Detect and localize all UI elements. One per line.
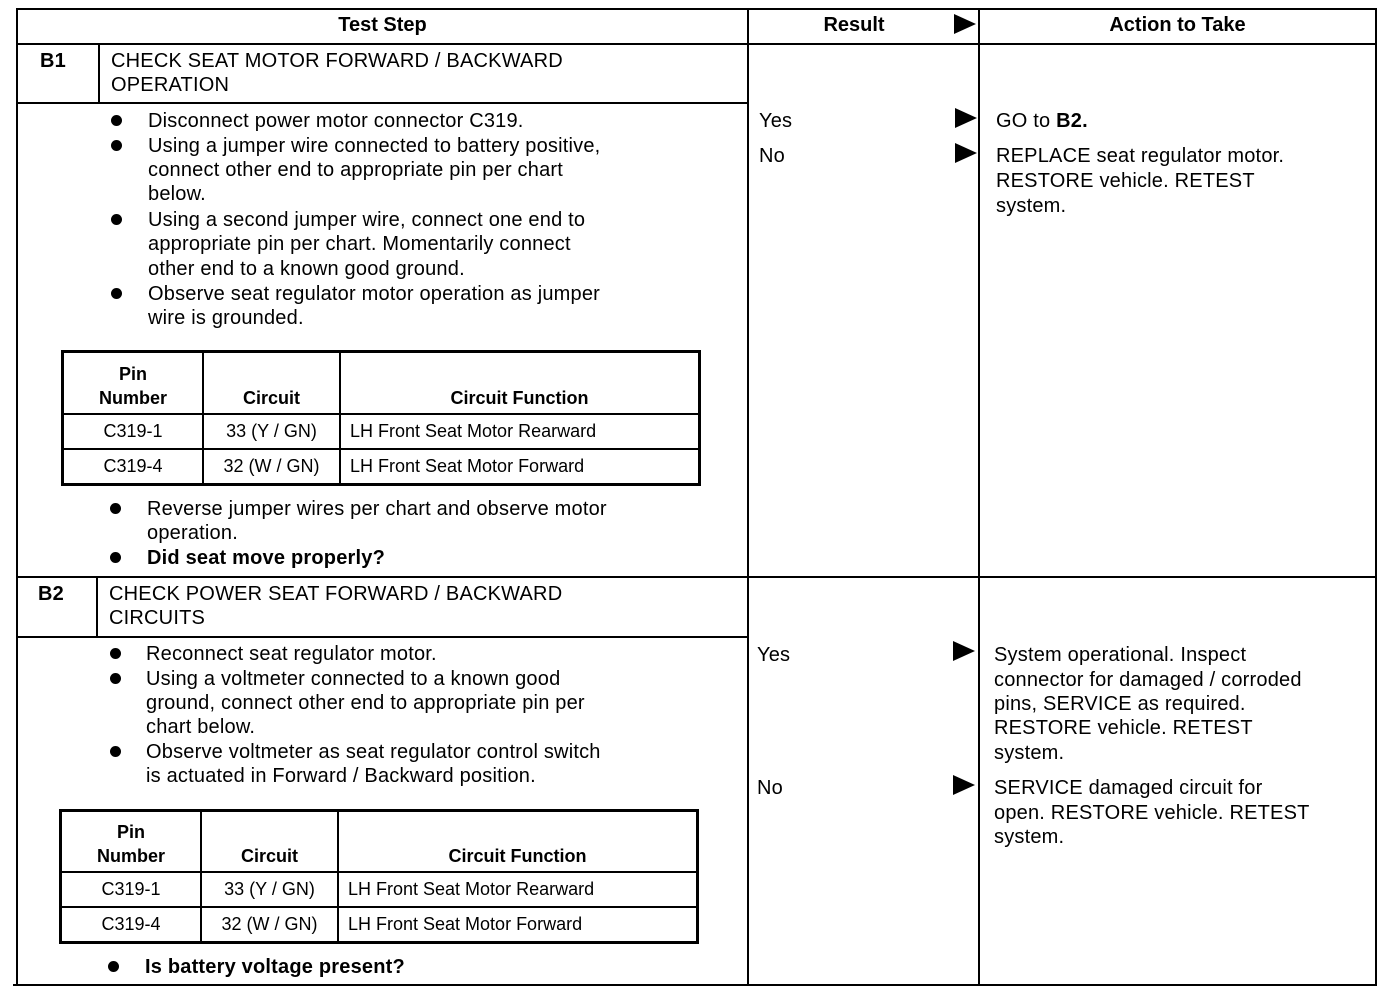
b2-action-no-line3: system. [994, 826, 1065, 848]
circuit-function-cell: LH Front Seat Motor Forward [338, 907, 698, 943]
b1-after-bullet-line1: Reverse jumper wires per chart and observe motor [147, 498, 607, 520]
circuit-function-cell: LH Front Seat Motor Forward [340, 449, 700, 485]
circuit-cell: 33 (Y / GN) [203, 414, 340, 449]
column-divider-result [747, 8, 749, 986]
b2-bullet-1: Reconnect seat regulator motor. [146, 643, 437, 665]
column-divider-action [978, 8, 980, 986]
b1-pin-table [61, 350, 701, 486]
b1-after-bullet-line2: operation. [147, 522, 238, 544]
b1-bullet-4-line1: Observe seat regulator motor operation as jumper [148, 283, 601, 305]
bullet-icon [110, 648, 121, 659]
pin-header-line2: Number [98, 387, 167, 408]
b1-bullet-4-line2: wire is grounded. [148, 307, 304, 329]
b2-result-yes: Yes [757, 644, 791, 666]
bullet-icon [110, 503, 121, 514]
b2-action-yes-line5: system. [994, 742, 1065, 764]
bullet-icon [111, 214, 122, 225]
b2-id-divider [96, 576, 98, 637]
b1-action-no-line1: REPLACE seat regulator motor. [996, 145, 1285, 167]
header-action: Action to Take [1109, 14, 1246, 36]
b2-bullet-2-line3: chart below. [146, 716, 256, 738]
bullet-icon [111, 115, 122, 126]
circuit-cell: 33 (Y / GN) [201, 872, 338, 907]
circuit-function-cell: LH Front Seat Motor Rearward [338, 872, 698, 907]
circuit-function-cell: LH Front Seat Motor Rearward [340, 414, 700, 449]
b2-action-yes-line2: connector for damaged / corroded [994, 669, 1302, 691]
bullet-icon [111, 140, 122, 151]
b1-bullet-3-line2: appropriate pin per chart. Momentarily connect [148, 233, 571, 255]
b1-step-title-line1: CHECK SEAT MOTOR FORWARD / BACKWARD [111, 50, 563, 72]
circuit-header: Circuit [201, 811, 338, 872]
circuit-header: Circuit [203, 352, 340, 414]
b1-action-yes [996, 109, 1088, 133]
b2-bullet-3-line1: Observe voltmeter as seat regulator control switch [146, 741, 601, 763]
b1-result-no: No [759, 145, 785, 167]
b1-step-title-line2: OPERATION [111, 74, 230, 96]
b1-bullet-3-line1: Using a second jumper wire, connect one end to [148, 209, 586, 231]
b1-pin-table-header-row [63, 352, 700, 414]
pin-header-line1: Pin [116, 821, 145, 842]
b2-action-yes-line1: System operational. Inspect [994, 644, 1247, 666]
b2-question: Is battery voltage present? [145, 956, 405, 978]
table-border-top [16, 8, 1377, 10]
b1-id-divider [98, 43, 100, 103]
circuit-function-header: Circuit Function [340, 352, 700, 414]
b1-action-yes-prefix: GO to [996, 110, 1057, 132]
circuit-function-header: Circuit Function [338, 811, 698, 872]
b2-result-no: No [757, 777, 783, 799]
circuit-cell: 32 (W / GN) [203, 449, 340, 485]
b1-title-underline [16, 102, 749, 104]
b1-bullet-2-line2: connect other end to appropriate pin per chart [148, 159, 564, 181]
b1-bullet-2-line3: below. [148, 183, 206, 205]
b1-bullet-3-line3: other end to a known good ground. [148, 258, 465, 280]
pin-number-header [61, 811, 202, 872]
b2-pin-table [59, 809, 699, 944]
table-border-bottom [13, 984, 1377, 986]
pin-header-line2: Number [96, 845, 165, 866]
table-row [63, 449, 700, 485]
table-row [61, 872, 698, 907]
b1-action-no-line3: system. [996, 195, 1067, 217]
b2-title-underline [16, 636, 749, 638]
bullet-icon [108, 961, 119, 972]
b2-step-title-line1: CHECK POWER SEAT FORWARD / BACKWARD [109, 583, 563, 605]
bullet-icon [111, 288, 122, 299]
b1-bullet-2-line1: Using a jumper wire connected to battery positive, [148, 135, 601, 157]
pin-number-cell: C319-4 [61, 907, 202, 943]
b1-bullet-1: Disconnect power motor connector C319. [148, 110, 524, 132]
b2-action-no-line1: SERVICE damaged circuit for [994, 777, 1263, 799]
b2-action-no-line2: open. RESTORE vehicle. RETEST [994, 802, 1310, 824]
header-divider [16, 43, 1377, 45]
table-border-right [1375, 8, 1377, 986]
b2-action-yes-line4: RESTORE vehicle. RETEST [994, 717, 1253, 739]
pin-number-cell: C319-1 [63, 414, 204, 449]
pin-header-line1: Pin [118, 363, 147, 384]
b1-action-no-line2: RESTORE vehicle. RETEST [996, 170, 1255, 192]
b2-pin-table-header-row [61, 811, 698, 872]
bullet-icon [110, 673, 121, 684]
header-test-step: Test Step [338, 14, 427, 36]
bullet-icon [110, 552, 121, 563]
pin-number-cell: C319-4 [63, 449, 204, 485]
b1-result-yes: Yes [759, 110, 793, 132]
b2-step-id: B2 [38, 583, 64, 605]
pin-number-cell: C319-1 [61, 872, 202, 907]
pin-number-header [63, 352, 204, 414]
header-arrow-icon [954, 14, 976, 34]
b2-bullet-2-line1: Using a voltmeter connected to a known good [146, 668, 561, 690]
bullet-icon [110, 746, 121, 757]
b2-action-yes-line3: pins, SERVICE as required. [994, 693, 1246, 715]
table-border-left [16, 8, 18, 986]
header-result: Result [823, 14, 885, 36]
b2-bullet-2-line2: ground, connect other end to appropriate pin per [146, 692, 585, 714]
arrow-right-icon [955, 108, 977, 128]
circuit-cell: 32 (W / GN) [201, 907, 338, 943]
b1-action-yes-target: B2. [1056, 110, 1088, 132]
b2-bullet-3-line2: is actuated in Forward / Backward position. [146, 765, 536, 787]
arrow-right-icon [955, 143, 977, 163]
arrow-right-icon [953, 775, 975, 795]
table-row [63, 414, 700, 449]
arrow-right-icon [953, 641, 975, 661]
b1-question: Did seat move properly? [147, 547, 385, 569]
b2-step-title-line2: CIRCUITS [109, 607, 206, 629]
table-row [61, 907, 698, 943]
step-divider [16, 576, 1377, 578]
b1-step-id: B1 [40, 50, 66, 72]
